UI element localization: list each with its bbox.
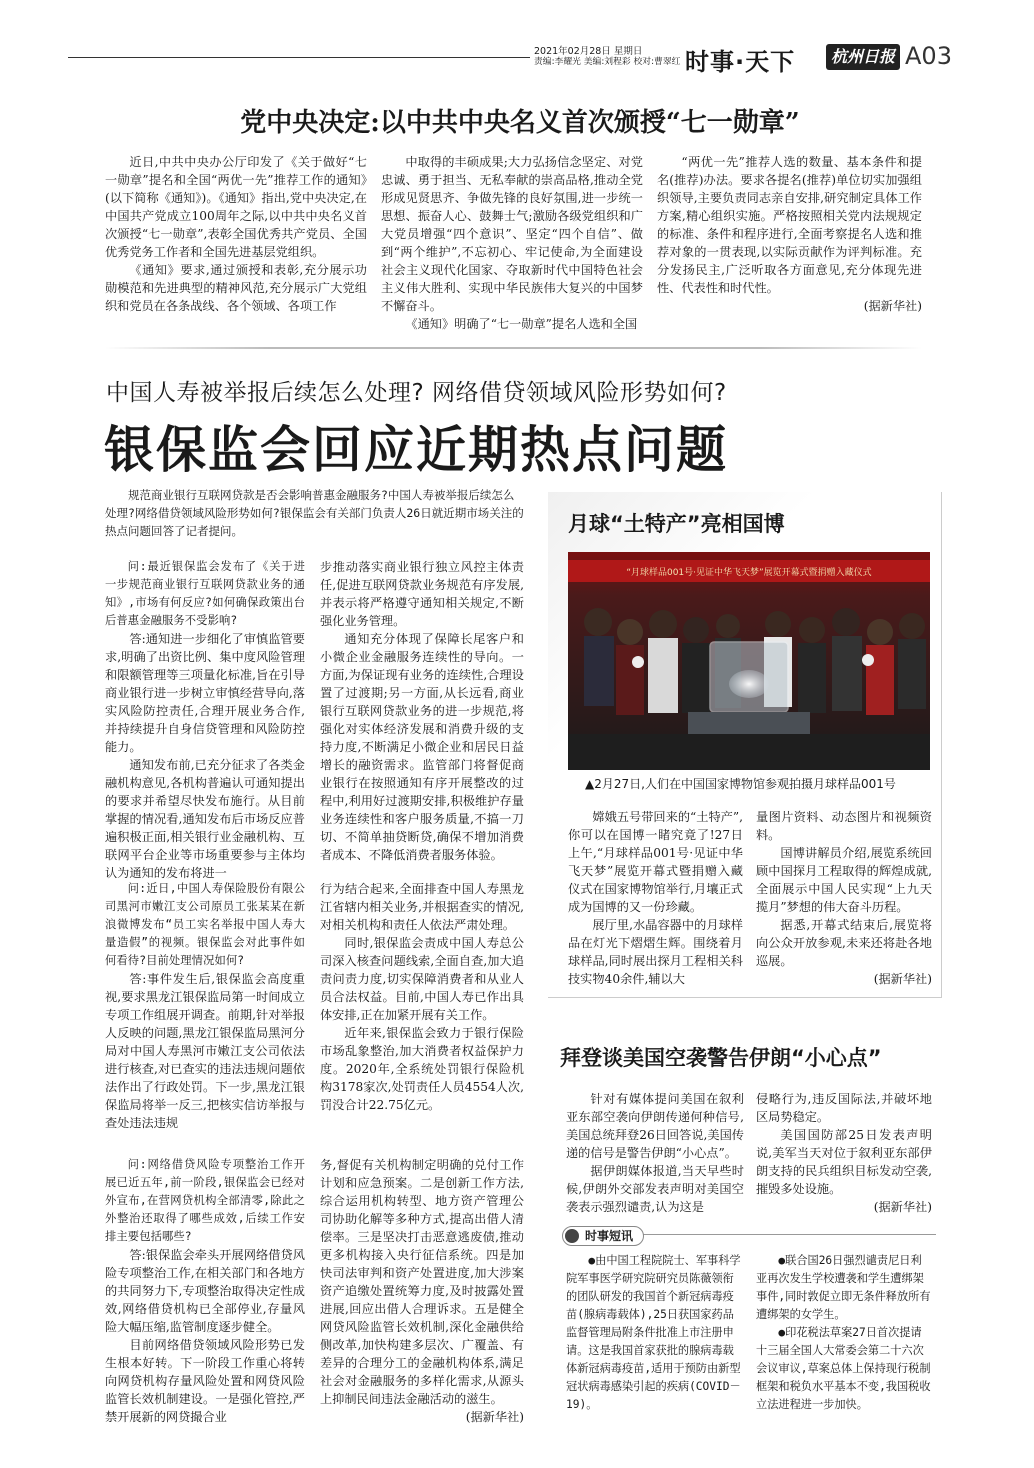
paragraph: 《通知》明确了“七一勋章”提名人选和全国 <box>405 317 638 331</box>
brief-item: ●印花税法草案27日首次提请十三届全国人大常委会第二十六次会议审议,草案总体上保持现行税制框架和税负水平基本不变,我国税收立法进程进一步加快。 <box>756 1326 931 1411</box>
brief-column-1 <box>566 1252 744 1414</box>
answer: 答:银保监会牵头开展网络借贷风险专项整治工作,在相关部门和各地方的共同努力下,专项整治取得决定性成效,网络借贷机构已全部停业,存量风险大幅压缩,监管制度逐步健全。 <box>105 1248 305 1334</box>
qa-block-1-left <box>105 558 305 882</box>
article2-lead <box>105 486 525 540</box>
moon-column-2 <box>756 808 932 988</box>
header-rule <box>68 57 530 58</box>
article2-source: (据新华社) <box>465 1410 524 1424</box>
article1-column-2 <box>381 153 643 333</box>
qa-block-2-right <box>320 880 524 1114</box>
article1-column-1 <box>105 153 367 315</box>
section-title: 时事·天下 <box>685 48 796 76</box>
paragraph: 针对有媒体提问美国在叙利亚东部空袭向伊朗传递何种信号,美国总统拜登26日回答说,美国传递的信号是警告伊朗“小心点”。 <box>566 1092 744 1160</box>
newspaper-logo: 杭州日报 <box>826 44 900 70</box>
biden-column-2 <box>756 1090 932 1216</box>
article1-source: (据新华社) <box>863 299 922 313</box>
answer: 目前网络借贷领域风险形势已发生根本好转。下一阶段工作重心将转向网贷机构存量风险处置和网贷风险监管长效机制建设。一是强化管控,严禁开展新的网贷撮合业 <box>105 1338 305 1424</box>
answer: 同时,银保监会责成中国人寿总公司深入核查问题线索,全面自查,加大追责问责力度,切实保障消费者和从业人员合法权益。目前,中国人寿已作出具体安排,正在加紧开展有关工作。 <box>320 936 524 1022</box>
qa-block-3-left <box>105 1156 305 1426</box>
paragraph: 国博讲解员介绍,展览系统回顾中国探月工程取得的辉煌成就,全面展示中国人民实现“上九天揽月”梦想的伟大奋斗历程。 <box>756 846 932 914</box>
question: 问:网络借贷风险专项整治工作开展已近五年,前一阶段,银保监会已经对外宣布,在营网贷机构全部清零,除此之外整治还取得了哪些成效,后续工作安排主要包括哪些? <box>105 1158 305 1243</box>
brief-label-icon <box>565 1229 579 1243</box>
biden-source: (据新华社) <box>873 1200 932 1214</box>
paragraph: 嫦娥五号带回来的“土特产”,你可以在国博一睹究竟了!27日上午,“月球样品001号·见证中华飞天梦”展览开幕式暨捐赠入藏仪式在国家博物馆举行,月壤正式成为国博的又一份珍藏。 <box>568 810 743 914</box>
photo-caption: ▲2月27日,人们在中国国家博物馆参观拍摄月球样品001号 <box>585 777 896 791</box>
article1-title: 党中央决定:以中共中央名义首次颁授“七一勋章” <box>240 108 800 138</box>
paragraph: 近日,中共中央办公厅印发了《关于做好“七一勋章”提名和全国“两优一先”推荐工作的通知》(以下简称《通知》)。《通知》指出,党中央决定,在中国共产党成立100周年之际,以中共中央名义首次颁授“七一勋章”,表彰全国优秀共产党员、全国优秀党务工作者和全国先进基层党组织。 <box>105 155 367 259</box>
paragraph: 侵略行为,违反国际法,并破坏地区局势稳定。 <box>756 1092 932 1124</box>
answer: 通知发布前,已充分征求了各类金融机构意见,各机构普遍认可通知提出的要求并希望尽快发布施行。从目前掌握的情况看,通知发布后市场反应普遍积极正面,相关银行业金融机构、互联网平台企业等市场重要参与主体均认为通知的发布将进一 <box>105 758 305 880</box>
biden-column-1 <box>566 1090 744 1216</box>
answer: 答:通知进一步细化了审慎监管要求,明确了出资比例、集中度风险管理和限额管理等三项量化标准,旨在引导商业银行进一步树立审慎经营导向,落实风险防控责任,合理开展业务合作,并持续提升自身信贷管理和风险防控能力。 <box>105 632 305 754</box>
question: 问:最近银保监会发布了《关于进一步规范商业银行互联网贷款业务的通知》,市场有何反应?如何确保政策出台后普惠金融服务不受影响? <box>105 560 305 627</box>
header-date: 2021年02月28日 星期日 <box>534 46 643 57</box>
biden-article-title: 拜登谈美国空袭警告伊朗“小心点” <box>560 1046 882 1070</box>
lead-text: 规范商业银行互联网贷款是否会影响普惠金融服务?中国人寿被举报后续怎么处理?网络借贷领域风险形势如何?银保监会有关部门负责人26日就近期市场关注的热点问题回答了记者提问。 <box>105 488 524 538</box>
qa-block-3-right <box>320 1156 524 1426</box>
moon-sample-photo <box>568 552 930 770</box>
section-divider <box>105 347 922 349</box>
page-number: A03 <box>905 42 952 70</box>
exhibition-banner: “月球样品001号·见证中华飞天梦”展览开幕式暨捐赠入藏仪式 <box>626 568 872 578</box>
paragraph: “两优一先”推荐人选的数量、基本条件和提名(推荐)办法。要求各提名(推荐)单位切实加强组织领导,主要负责同志亲自安排,研究制定具体工作方案,精心组织实施。严格按照相关党内法规规定的标准、条件和程序进行,全面考察提名人选和推荐对象的一贯表现,以实际贡献作为评判标准。充分发扬民主,广泛听取各方面意见,充分体现先进性、代表性和时代性。 <box>657 155 922 295</box>
paragraph: 美国国防部25日发表声明说,美军当天对位于叙利亚东部伊朗支持的民兵组织目标发动空袭,摧毁多处设施。 <box>756 1128 932 1196</box>
qa-block-1-right <box>320 558 524 864</box>
museum-exhibition-image <box>568 552 930 770</box>
article1-column-3 <box>657 153 922 315</box>
answer: 答:事件发生后,银保监会高度重视,要求黑龙江银保监局第一时间成立专项工作组展开调查。前期,针对举报人反映的问题,黑龙江银保监局黑河分局对中国人寿黑河市嫩江支公司依法进行核查,对已查实的违法违规问题依法作出了行政处罚。下一步,黑龙江银保监局将举一反三,把核实信访举报与查处违法违规 <box>105 972 305 1130</box>
paragraph: 《通知》要求,通过颁授和表彰,充分展示功勋模范和先进典型的精神风范,充分展示广大党组织和党员在各条战线、各个领域、各项工作 <box>105 263 367 313</box>
article2-kicker: 中国人寿被举报后续怎么处理? 网络借贷领域风险形势如何? <box>106 380 727 406</box>
brief-item: ●由中国工程院院士、军事科学院军事医学研究院研究员陈薇领衔的团队研发的我国首个新冠病毒疫苗(腺病毒载体),25日获国家药品监督管理局附条件批准上市注册申请。这是我国首家获批的腺病毒载体新冠病毒疫苗,适用于预防由新型冠状病毒感染引起的疾病(COVID－19)。 <box>566 1254 741 1411</box>
article2-title: 银保监会回应近期热点问题 <box>104 421 728 479</box>
brief-item: ●联合国26日强烈谴责尼日利亚再次发生学校遭袭和学生遭绑架事件,同时敦促立即无条件释放所有遭绑架的女学生。 <box>756 1254 931 1321</box>
moon-source: (据新华社) <box>873 972 932 986</box>
paragraph: 展厅里,水晶容器中的月球样品在灯光下熠熠生辉。围绕着月球样品,同时展出探月工程相关科技实物40余件,辅以大 <box>568 918 743 986</box>
moon-column-1 <box>568 808 743 988</box>
brief-news-label: 时事短讯 <box>562 1226 644 1246</box>
answer: 务,督促有关机构制定明确的兑付工作计划和应急预案。二是创新工作方法,综合运用机构转型、地方资产管理公司协助化解等多种方式,提高出借人清偿率。三是坚决打击恶意逃废债,推动更多机构接入央行征信系统。四是加快司法审判和资产处置进度,加大涉案资产追缴处置统筹力度,及时披露处置进展,回应出借人合理诉求。五是健全网贷风险监管长效机制,深化金融供给侧改革,加快构建多层次、广覆盖、有差异的合理分工的金融机构体系,满足社会对金融服务的多样化需求,从源头上抑制民间违法金融活动的滋生。 <box>320 1158 524 1406</box>
answer: 行为结合起来,全面排查中国人寿黑龙江省辖内相关业务,并根据查实的情况,对相关机构和责任人依法严肃处理。 <box>320 882 524 932</box>
paragraph: 据悉,开幕式结束后,展览将向公众开放参观,未来还将赴各地巡展。 <box>756 918 932 968</box>
question: 问:近日,中国人寿保险股份有限公司黑河市嫩江支公司原员工张某某在新浪微博发布“员工实名举报中国人寿大量造假”的视频。银保监会对此事件如何看待?目前处理情况如何? <box>105 882 305 967</box>
brief-column-2 <box>756 1252 932 1414</box>
paragraph: 据伊朗媒体报道,当天早些时候,伊朗外交部发表声明对美国空袭表示强烈谴责,认为这是 <box>566 1164 744 1214</box>
answer: 步推动落实商业银行独立风控主体责任,促进互联网贷款业务规范有序发展,并表示将严格遵守通知相关规定,不断强化业务管理。 <box>320 560 524 628</box>
answer: 近年来,银保监会致力于银行保险市场乱象整治,加大消费者权益保护力度。2020年,全系统处罚银行保险机构3178家次,处罚责任人员4554人次,罚没合计22.75亿元。 <box>320 1026 524 1112</box>
qa-block-2-left <box>105 880 305 1132</box>
header-editors: 责编:李耀光 美编:刘程彩 校对:曹翠红 <box>534 57 681 67</box>
moon-article-title: 月球“土特产”亮相国博 <box>568 512 785 536</box>
paragraph: 中取得的丰硕成果;大力弘扬信念坚定、对党忠诚、勇于担当、无私奉献的崇高品格,推动全党形成见贤思齐、争做先锋的良好氛围,进一步统一思想、振奋人心、鼓舞士气;激励各级党组织和广大党员增强“四个意识”、坚定“四个自信”、做到“两个维护”,不忘初心、牢记使命,为全面建设社会主义现代化国家、夺取新时代中国特色社会主义伟大胜利、实现中华民族伟大复兴的中国梦不懈奋斗。 <box>381 155 643 313</box>
answer: 通知充分体现了保障长尾客户和小微企业金融服务连续性的导向。一方面,为保证现有业务的连续性,合理设置了过渡期;另一方面,从长远看,商业银行互联网贷款业务的进一步规范,将强化对实体经济发展和消费升级的支持力度,不断满足小微企业和居民日益增长的融资需求。监管部门将督促商业银行在按照通知有序开展整改的过程中,利用好过渡期安排,积极维护存量业务连续性和客户服务质量,不搞一刀切、不简单抽贷断贷,确保不增加消费者成本、不降低消费者服务体验。 <box>320 632 524 862</box>
paragraph: 量图片资料、动态图片和视频资料。 <box>756 810 932 842</box>
